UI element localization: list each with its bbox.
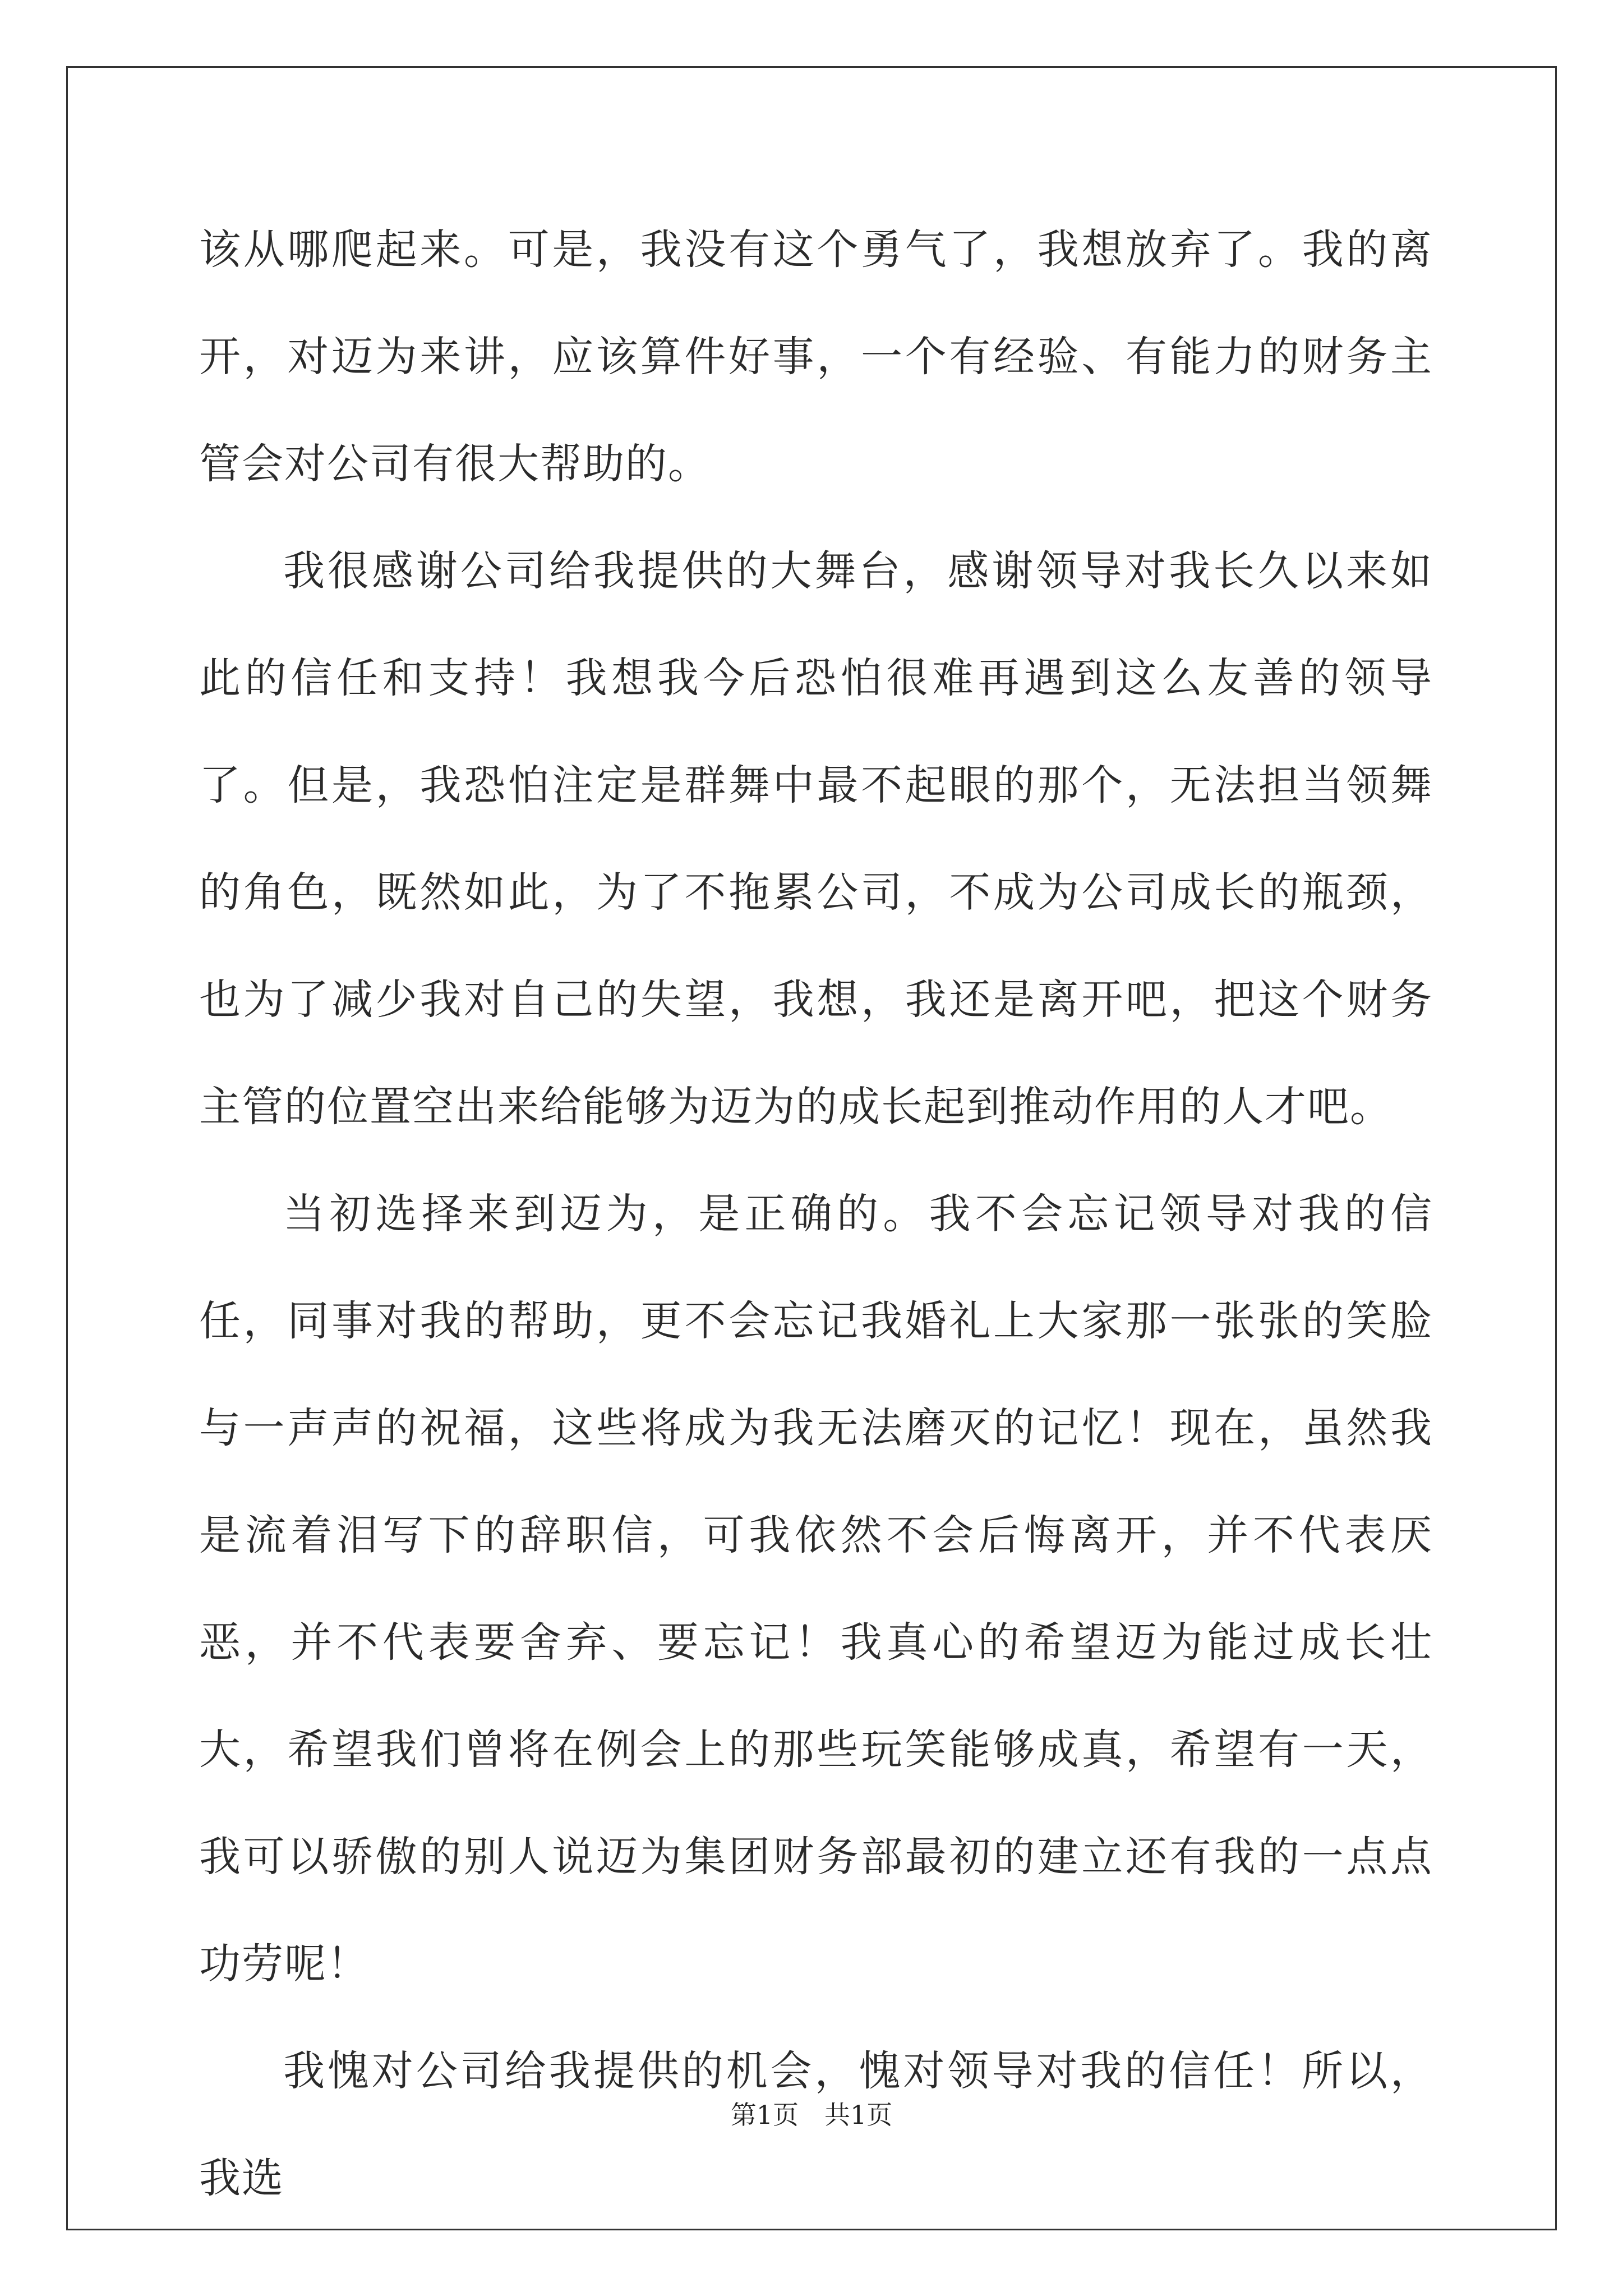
page-number-label: 第1页 共1页 <box>730 2100 893 2130</box>
paragraph-4: 我愧对公司给我提供的机会，愧对领导对我的信任！所以，我选 <box>199 2047 1433 2202</box>
document-body <box>199 196 1433 2232</box>
page-footer <box>0 2098 1623 2132</box>
paragraph-1: 该从哪爬起来。可是，我没有这个勇气了，我想放弃了。我的离开，对迈为来讲，应该算件好事，一个有经验、有能力的财务主管会对公司有很大帮助的。 <box>199 226 1433 488</box>
paragraph-2: 我很感谢公司给我提供的大舞台，感谢领导对我长久以来如此的信任和支持！我想我今后恐怕很难再遇到这么友善的领导了。但是，我恐怕注定是群舞中最不起眼的那个，无法担当领舞的角色，既然如此，为了不拖累公司，不成为公司成长的瓶颈，也为了减少我对自己的失望，我想，我还是离开吧，把这个财务主管的位置空出来给能够为迈为的成长起到推动作用的人才吧。 <box>199 547 1433 1131</box>
paragraph-3: 当初选择来到迈为，是正确的。我不会忘记领导对我的信任，同事对我的帮助，更不会忘记我婚礼上大家那一张张的笑脸与一声声的祝福，这些将成为我无法磨灭的记忆！现在，虽然我是流着泪写下的辞职信，可我依然不会后悔离开，并不代表厌恶，并不代表要舍弃、要忘记！我真心的希望迈为能过成长壮大，希望我们曾将在例会上的那些玩笑能够成真，希望有一天，我可以骄傲的别人说迈为集团财务部最初的建立还有我的一点点功劳呢！ <box>199 1190 1433 1988</box>
